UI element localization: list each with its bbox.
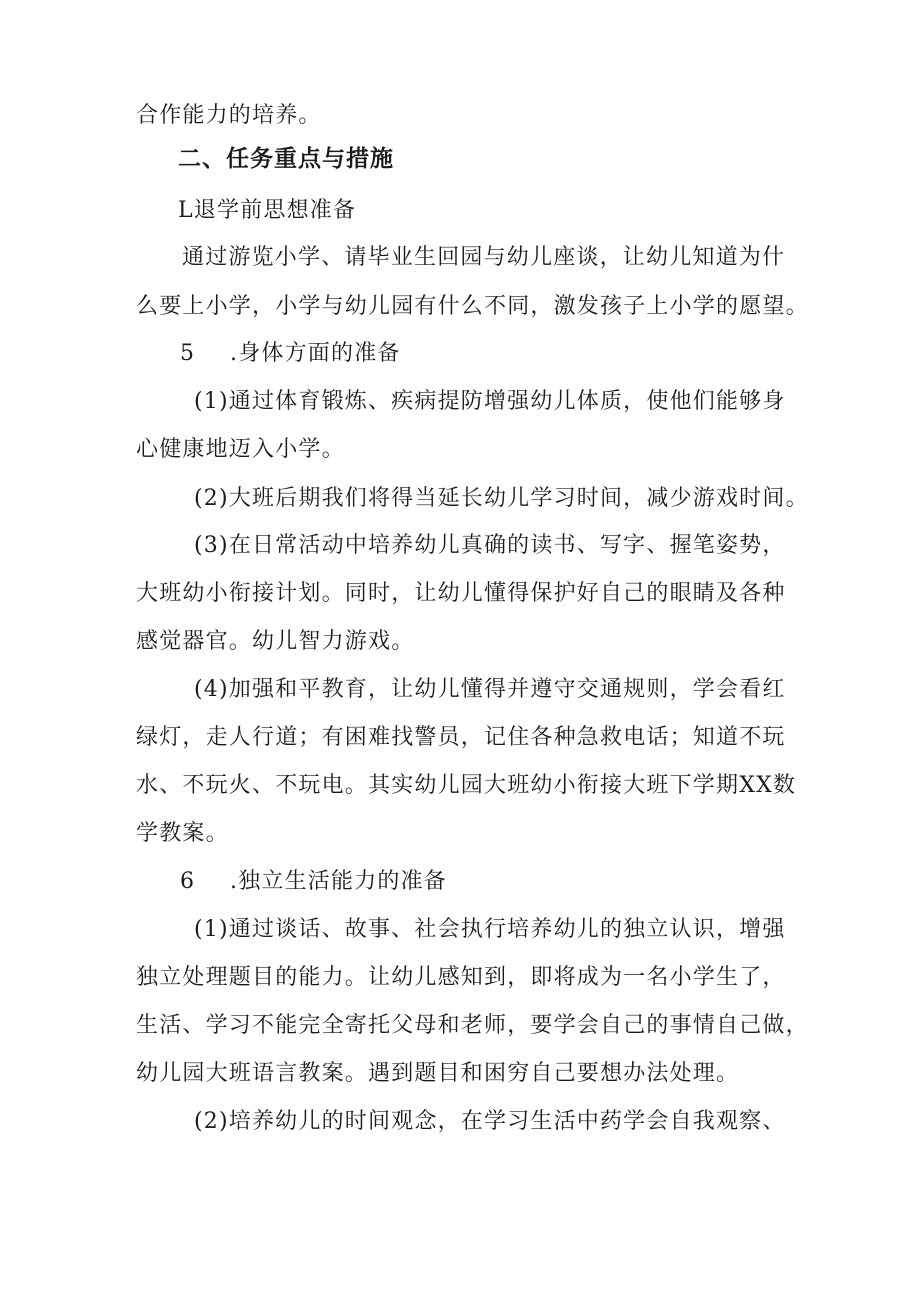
paragraph-line: 心健康地迈入小学。 [136,437,345,462]
paragraph-line: (3)在日常活动中培养幼儿真确的读书、写字、握笔姿势， [194,533,786,558]
subsection-heading: L退学前思想准备 [178,198,357,223]
section-number: 5 [180,341,196,366]
paragraph-line: (4)加强和平教育，让幼儿懂得并遵守交通规则，学会看红 [194,677,786,702]
paragraph-line: (2)培养幼儿的时间观念，在学习生活中药学会自我观察、 [194,1109,786,1134]
paragraph-line: 绿灯，走人行道；有困难找警员，记住各种急救电话；知道不玩 [136,725,786,750]
paragraph-line: (2)大班后期我们将得当延长幼儿学习时间，减少游戏时间。 [194,486,809,511]
subsection-heading [180,867,447,897]
subsection-heading [180,339,401,369]
subsection-title: .独立生活能力的准备 [230,869,447,894]
paragraph-line: 大班幼小衔接计划。同时，让幼儿懂得保护好自己的眼睛及各种 [136,581,786,606]
paragraph-line: (1)通过体育锻炼、疾病提防增强幼儿体质，使他们能够身 [194,389,786,414]
subsection-title: .身体方面的准备 [230,341,401,366]
paragraph-line: 么要上小学，小学与幼儿园有什么不同，激发孩子上小学的愿望。 [136,294,809,319]
paragraph-line: 独立处理题目的能力。让幼儿感知到，即将成为一名小学生了， [136,965,786,990]
section-number: 6 [180,869,196,894]
paragraph-line: 感觉器官。幼儿智力游戏。 [136,629,415,654]
paragraph-line: 水、不玩火、不玩电。其实幼儿园大班幼小衔接大班下学期XX数 [136,773,797,798]
paragraph-line: 生活、学习不能完全寄托父母和老师，要学会自己的事情自己做， [136,1013,809,1038]
paragraph-line: 学教案。 [136,821,229,846]
paragraph-line: 通过游览小学、请毕业生回园与幼儿座谈，让幼儿知道为什 [182,245,786,270]
section-heading: 二、任务重点与措施 [178,146,394,172]
paragraph-line: 幼儿园大班语言教案。遇到题目和困穷自己要想办法处理。 [136,1061,740,1086]
paragraph-line: 合作能力的培养。 [136,103,322,128]
paragraph-line: (1)通过谈话、故事、社会执行培养幼儿的独立认识，增强 [194,917,786,942]
